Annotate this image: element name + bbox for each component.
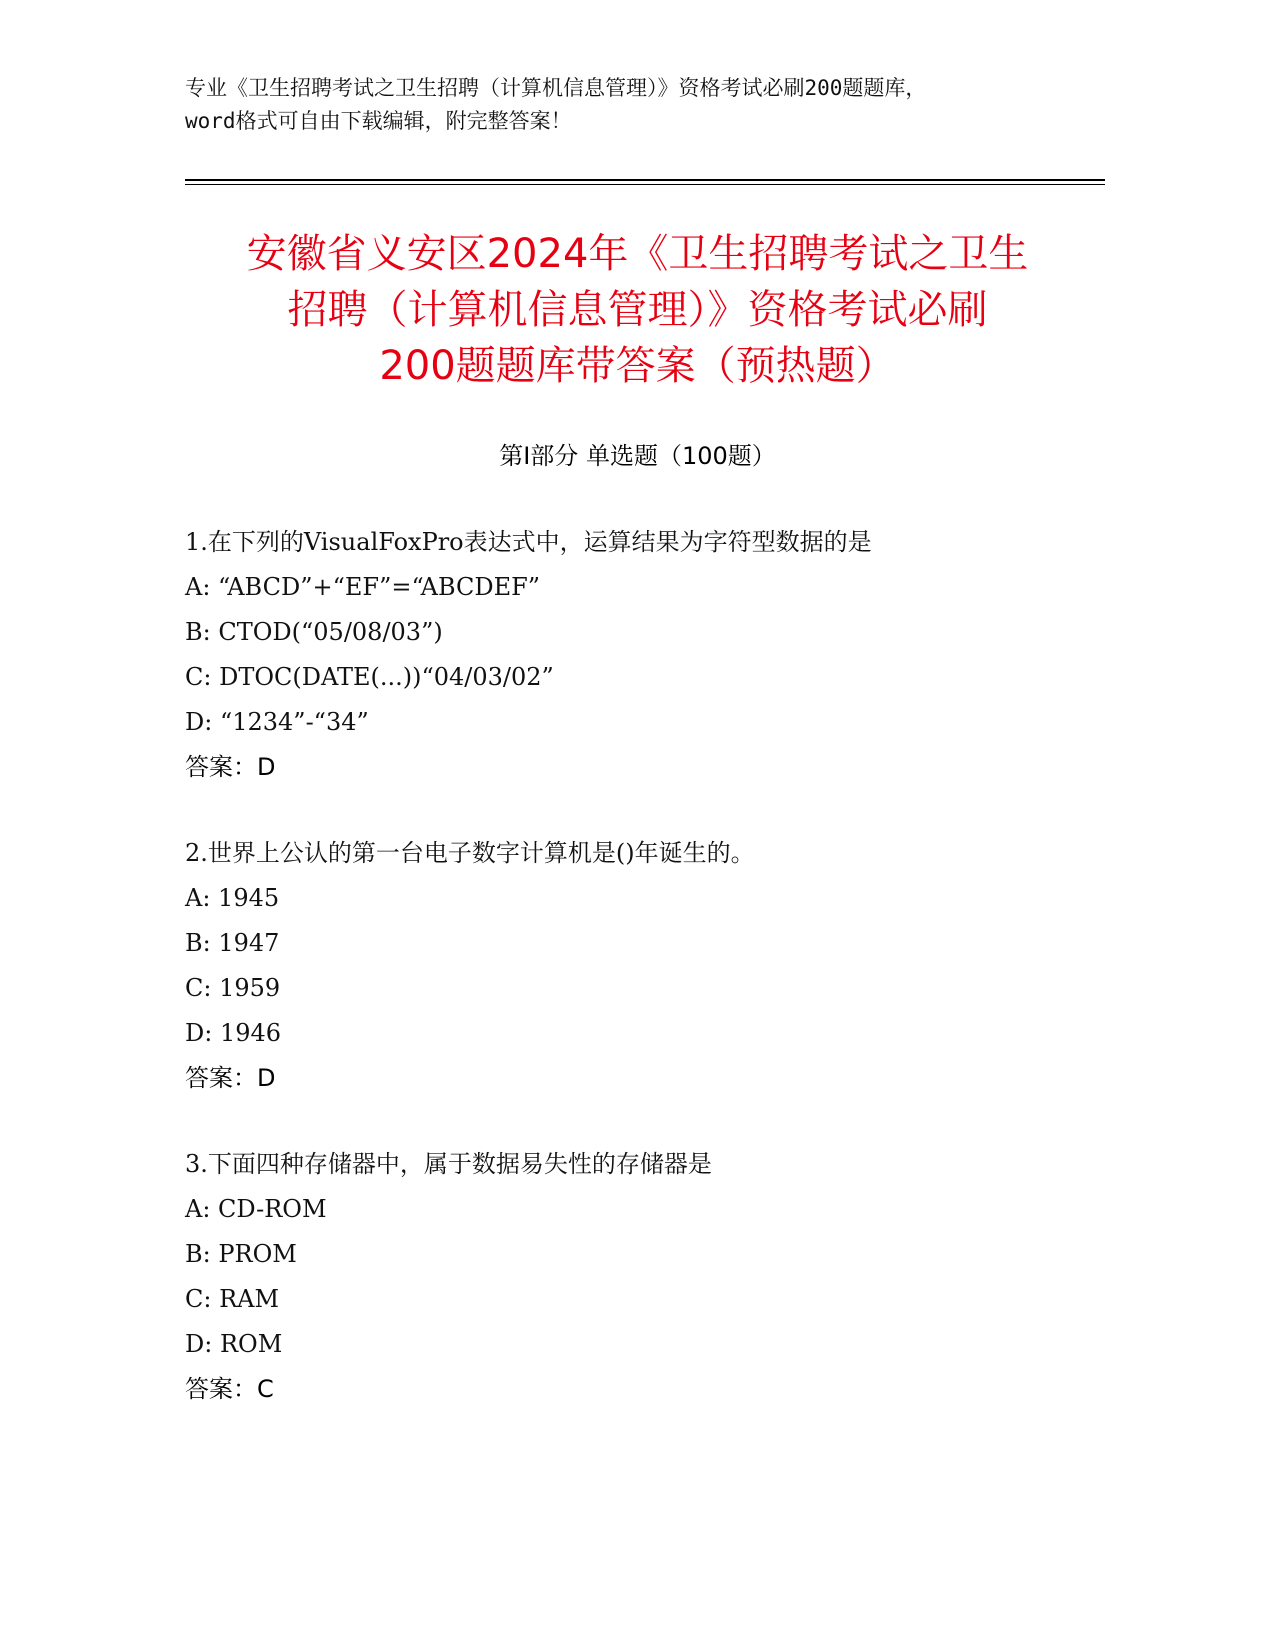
option-c: C: 1959	[185, 974, 281, 1002]
question-list	[185, 520, 1105, 1453]
document-title-line-3: 200题题库带答案（预热题）	[379, 343, 896, 389]
option-d: D: “1234”-“34”	[185, 708, 369, 736]
document-title-line-1: 安徽省义安区2024年《卫生招聘考试之卫生	[246, 231, 1029, 277]
option-b: B: PROM	[185, 1240, 297, 1268]
section-heading: 第Ⅰ部分 单选题（100题）	[499, 442, 776, 470]
option-d: D: ROM	[185, 1330, 283, 1358]
option-c: C: RAM	[185, 1285, 280, 1313]
document-title-line-2: 招聘（计算机信息管理）》资格考试必刷	[287, 287, 988, 333]
question-item	[185, 520, 1105, 790]
option-c: C: DTOC(DATE(...))“04/03/02”	[185, 663, 554, 691]
header-note-line-2: word格式可自由下载编辑，附完整答案！	[185, 109, 572, 133]
header-divider-thin	[185, 184, 1105, 185]
answer-text: 答案：C	[185, 1375, 274, 1403]
question-stem: 1.在下列的VisualFoxPro表达式中，运算结果为字符型数据的是	[185, 528, 872, 556]
document-title	[150, 226, 1125, 394]
answer-text: 答案：D	[185, 753, 276, 781]
question-item	[185, 1142, 1105, 1412]
question-stem: 3.下面四种存储器中，属于数据易失性的存储器是	[185, 1150, 712, 1178]
option-d: D: 1946	[185, 1019, 282, 1047]
option-a: A: CD-ROM	[185, 1195, 327, 1223]
option-b: B: CTOD(“05/08/03”)	[185, 618, 443, 646]
header-note-line-1: 专业《卫生招聘考试之卫生招聘（计算机信息管理）》资格考试必刷200题题库，	[185, 76, 927, 100]
document-header-note	[185, 72, 1105, 138]
question-stem: 2.世界上公认的第一台电子数字计算机是()年诞生的。	[185, 839, 755, 867]
option-a: A: “ABCD”+“EF”=“ABCDEF”	[185, 573, 541, 601]
question-item	[185, 831, 1105, 1101]
answer-text: 答案：D	[185, 1064, 276, 1092]
option-b: B: 1947	[185, 929, 280, 957]
header-divider-thick	[185, 179, 1105, 181]
option-a: A: 1945	[185, 884, 280, 912]
